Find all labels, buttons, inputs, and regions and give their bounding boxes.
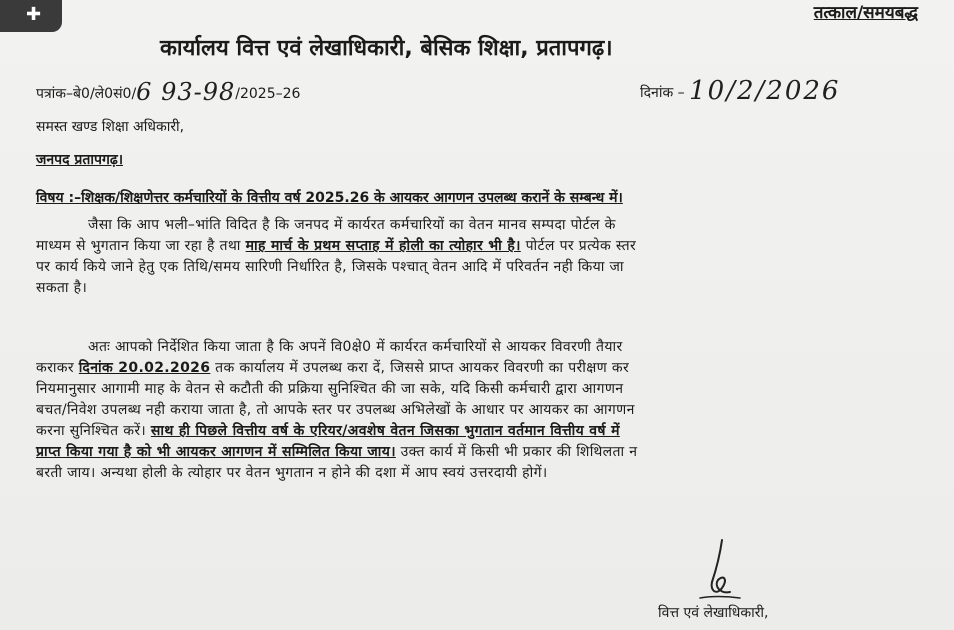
arrear-highlight: प्राप्त किया गया है को भी आयकर आगणन में सम्मिलित किया जाय।	[36, 444, 396, 460]
handwritten-reference: 6 93-98	[136, 78, 236, 106]
paragraph-line: अतः आपको निर्देशित किया जाता है कि अपनें वि0क्षे0 में कार्यरत कर्मचारियों से आयकर विवरणी तैयार	[88, 339, 623, 355]
handwritten-date: 10/2/2026	[689, 76, 841, 106]
paragraph-line: नियमानुसार आगामी माह के वेतन से कटौती की प्रक्रिया सुनिश्चित की जा सके, यदि किसी कर्मचारी द्वारा आगणन	[36, 381, 624, 397]
text-span: पोर्टल पर प्रत्येक स्तर	[520, 238, 637, 254]
paragraph-line: जैसा कि आप भली–भांति विदित है कि जनपद में कार्यरत कर्मचारियों का वेतन मानव सम्पदा पोर्टल के	[88, 217, 616, 233]
letter-date	[640, 74, 840, 104]
text-span: माध्यम से भुगतान किया जा रहा है तथा	[36, 238, 246, 254]
corner-badge	[0, 0, 62, 32]
reference-number	[36, 76, 300, 104]
arrear-highlight: साथ ही पिछले वित्तीय वर्ष के एरियर/अवशेष वेतन जिसका भुगतान वर्तमान वित्तीय वर्ष में	[150, 423, 620, 439]
office-title: कार्यालय वित्त एवं लेखाधिकारी, बेसिक शिक्षा, प्रतापगढ़।	[160, 36, 613, 61]
paragraph-line	[36, 442, 637, 463]
paragraph-1	[36, 215, 636, 299]
paragraph-line	[36, 421, 637, 442]
addressee-district: जनपद प्रतापगढ़।	[36, 152, 124, 168]
holi-highlight: माह मार्च के प्रथम सप्ताह में होली का त्योहार भी है।	[245, 238, 521, 254]
signatory-title: वित्त एवं लेखाधिकारी,	[658, 605, 769, 621]
plus-icon: ✚	[26, 4, 42, 25]
paragraph-line: बरती जाय। अन्यथा होली के त्योहार पर वेतन भुगतान न होने की दशा में आप स्वयं उत्तरदायी होगें।	[36, 465, 548, 481]
text-span: करना सुनिश्चित करें।	[36, 423, 151, 439]
reference-year: /2025–26	[235, 86, 301, 102]
paragraph-line	[36, 236, 636, 257]
deadline-highlight: दिनांक 20.02.2026	[78, 360, 211, 376]
paragraph-line	[36, 358, 637, 379]
signature-mark	[690, 536, 750, 606]
text-span: उक्त कार्य में किसी भी प्रकार की शिथिलता न	[395, 444, 638, 460]
paragraph-2	[36, 337, 637, 484]
text-span: कराकर	[36, 360, 79, 376]
priority-label: तत्काल/समयबद्ध	[813, 3, 918, 23]
subject-line: विषय :–शिक्षक/शिक्षणेत्तर कर्मचारियों के वित्तीय वर्ष 2025.26 के आयकर आगणन उपलब्ध करानें के सम्बन्ध में।	[36, 190, 623, 206]
paragraph-line: बचत/निवेश उपलब्ध नही कराया जाता है, तो आपके स्तर पर उपलब्ध अभिलेखों के आधार पर आयकर का आगणन	[36, 402, 635, 418]
paragraph-line: पर कार्य किये जाने हेतु एक तिथि/समय सारिणी निर्धारित है, जिसके पश्चात् वेतन आदि में परिवर्तन नही किया जा	[36, 259, 624, 275]
date-label: दिनांक –	[640, 85, 685, 101]
text-span: तक कार्यालय में उपलब्ध करा दें, जिससे प्राप्त आयकर विवरणी का परीक्षण कर	[210, 360, 630, 376]
addressee-line: समस्त खण्ड शिक्षा अधिकारी,	[36, 119, 185, 135]
paragraph-line: सकता है।	[36, 280, 88, 296]
reference-prefix: पत्रांक–बे0/ले0सं0/	[36, 86, 137, 102]
